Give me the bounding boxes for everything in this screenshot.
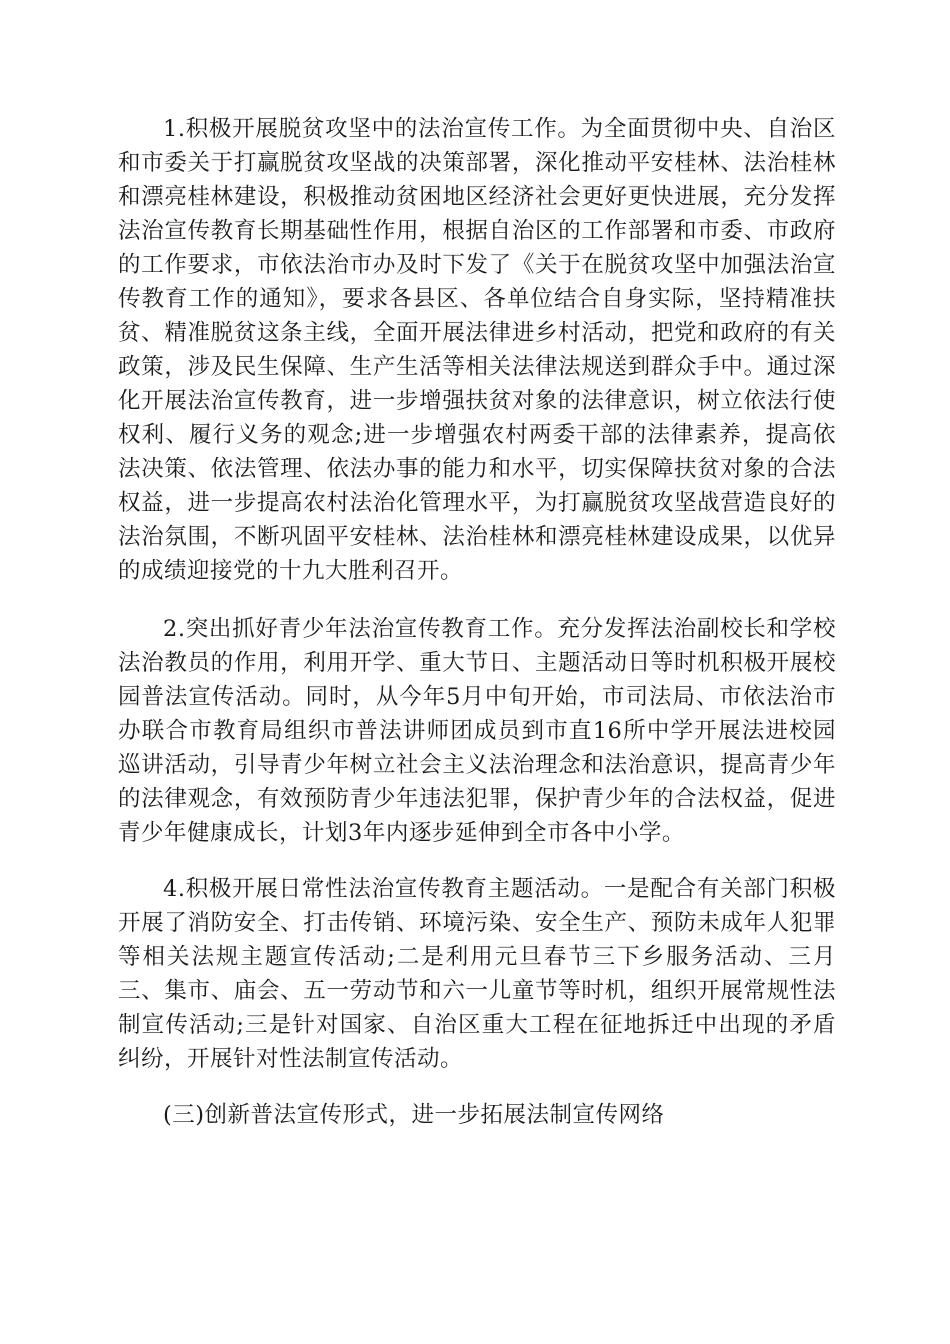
paragraph-daily-theme-activities: 4.积极开展日常性法治宣传教育主题活动。一是配合有关部门积极开展了消防安全、打击传销、环境污染、安全生产、预防未成年人犯罪等相关法规主题宣传活动;二是利用元旦春节三下乡服务活动、三月三、集市、庙会、五一劳动节和六一儿童节等时机，组织开展常规性法制宣传活动;三是针对国家、自治区重大工程在征地拆迁中出现的矛盾纠纷，开展针对性法制宣传活动。 (118, 876, 836, 1072)
paragraph-poverty-alleviation-legal-publicity: 1.积极开展脱贫攻坚中的法治宣传工作。为全面贯彻中央、自治区和市委关于打赢脱贫攻坚战的决策部署，深化推动平安桂林、法治桂林和漂亮桂林建设，积极推动贫困地区经济社会更好更快进展，充分发挥法治宣传教育长期基础性作用，根据自治区的工作部署和市委、市政府的工作要求，市依法治市办及时下发了《关于在脱贫攻坚中加强法治宣传教育工作的通知》，要求各县区、各单位结合自身实际，坚持精准扶贫、精准脱贫这条主线，全面开展法律进乡村活动，把党和政府的有关政策，涉及民生保障、生产生活等相关法律法规送到群众手中。通过深化开展法治宣传教育，进一步增强扶贫对象的法律意识，树立依法行使权利、履行义务的观念;进一步增强农村两委干部的法律素养，提高依法决策、依法管理、依法办事的能力和水平，切实保障扶贫对象的合法权益，进一步提高农村法治化管理水平，为打赢脱贫攻坚战营造良好的法治氛围，不断巩固平安桂林、法治桂林和漂亮桂林建设成果，以优异的成绩迎接党的十九大胜利召开。 (118, 116, 836, 584)
document-body (118, 112, 836, 1132)
section-heading-innovate-publicity: (三)创新普法宣传形式，进一步拓展法制宣传网络 (163, 1102, 665, 1128)
paragraph-youth-legal-education: 2.突出抓好青少年法治宣传教育工作。充分发挥法治副校长和学校法治教员的作用，利用开学、重大节日、主题活动日等时机积极开展校园普法宣传活动。同时，从今年5月中旬开始，市司法局、市依法治市办联合市教育局组织市普法讲师团成员到市直16所中学开展法进校园巡讲活动，引导青少年树立社会主义法治理念和法治意识，提高青少年的法律观念，有效预防青少年违法犯罪，保护青少年的合法权益，促进青少年健康成长，计划3年内逐步延伸到全市各中小学。 (118, 616, 836, 846)
